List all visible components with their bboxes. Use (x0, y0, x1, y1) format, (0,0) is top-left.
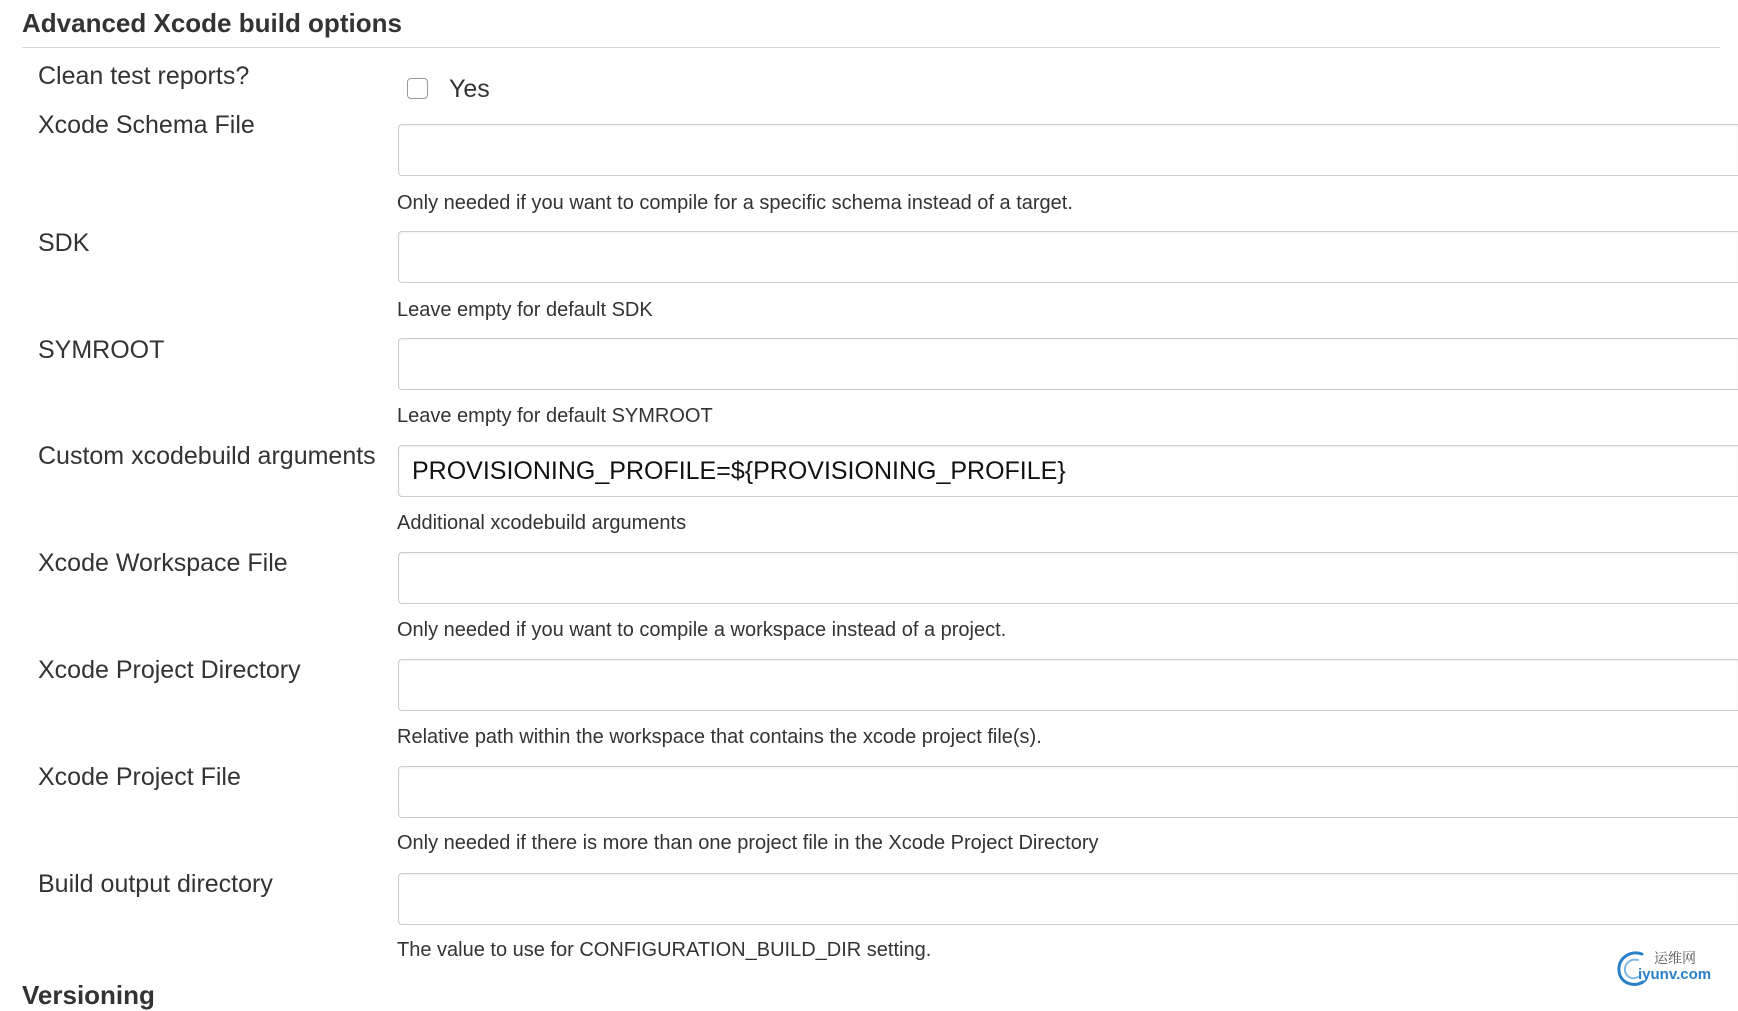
custom-xcodebuild-arguments-label: Custom xcodebuild arguments (38, 442, 376, 470)
section-divider (22, 47, 1720, 48)
xcode-schema-file-help: Only needed if you want to compile for a specific schema instead of a target. (397, 192, 1073, 214)
xcode-project-file-input[interactable] (398, 766, 1738, 818)
custom-xcodebuild-arguments-help: Additional xcodebuild arguments (397, 512, 687, 534)
symroot-help: Leave empty for default SYMROOT (397, 405, 713, 427)
sdk-label: SDK (38, 229, 90, 257)
watermark-domain-text: iyunv.com (1638, 966, 1712, 983)
symroot-input[interactable] (398, 338, 1738, 390)
site-watermark (1612, 946, 1720, 994)
xcode-project-file-help: Only needed if there is more than one project file in the Xcode Project Directory (397, 832, 1099, 854)
clean-test-reports-label: Clean test reports? (38, 62, 250, 90)
xcode-project-directory-label: Xcode Project Directory (38, 656, 301, 684)
clean-test-reports-yes-label[interactable]: Yes (449, 75, 490, 103)
next-section-title: Versioning (22, 980, 155, 1010)
watermark-chinese-text: 运维网 (1654, 950, 1696, 966)
sdk-input[interactable] (398, 231, 1738, 283)
build-output-directory-input[interactable] (398, 873, 1738, 925)
xcode-project-file-label: Xcode Project File (38, 763, 241, 791)
xcode-workspace-file-label: Xcode Workspace File (38, 549, 288, 577)
sdk-help: Leave empty for default SDK (397, 299, 653, 321)
xcode-project-directory-help: Relative path within the workspace that contains the xcode project file(s). (397, 726, 1042, 748)
xcode-schema-file-input[interactable] (398, 124, 1738, 176)
xcode-project-directory-input[interactable] (398, 659, 1738, 711)
symroot-label: SYMROOT (38, 336, 165, 364)
build-output-directory-label: Build output directory (38, 870, 273, 898)
xcode-workspace-file-input[interactable] (398, 552, 1738, 604)
clean-test-reports-checkbox[interactable] (407, 78, 428, 99)
custom-xcodebuild-arguments-input[interactable] (398, 445, 1738, 497)
xcode-schema-file-label: Xcode Schema File (38, 111, 255, 139)
xcode-workspace-file-help: Only needed if you want to compile a workspace instead of a project. (397, 619, 1007, 641)
section-title: Advanced Xcode build options (22, 8, 402, 38)
build-output-directory-help: The value to use for CONFIGURATION_BUILD_DIR setting. (397, 939, 932, 961)
